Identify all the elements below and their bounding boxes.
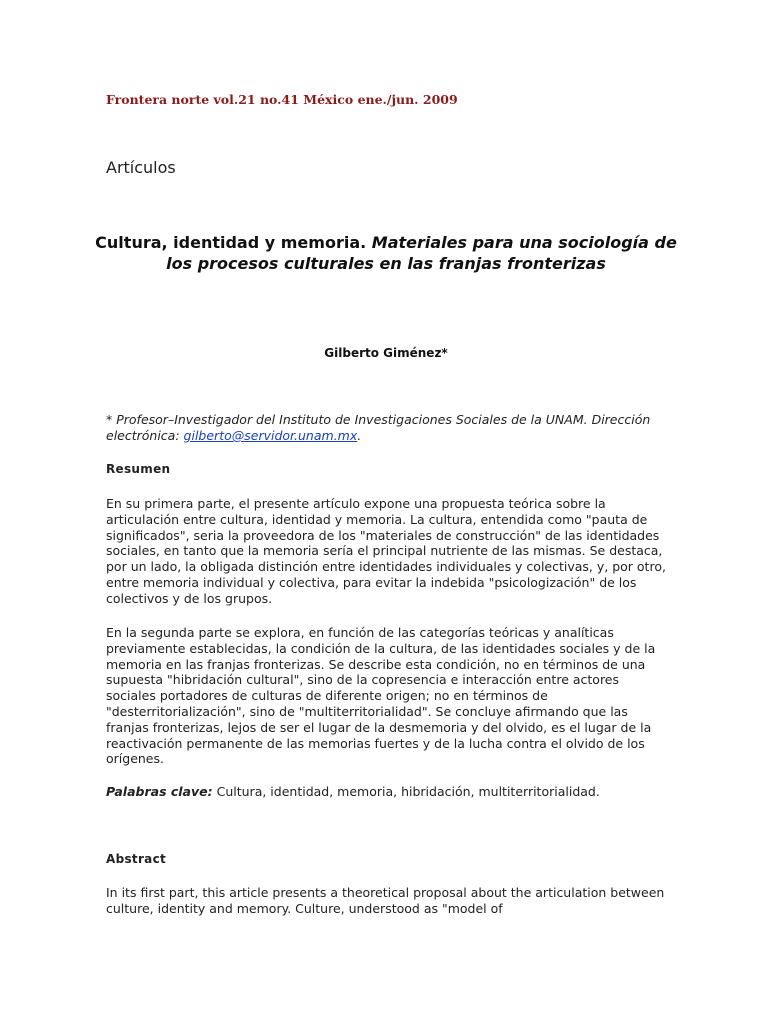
abstract-heading: Abstract — [106, 852, 167, 866]
keywords-text: Cultura, identidad, memoria, hibridación, multiterritorialidad. — [216, 784, 600, 799]
resumen-paragraph-2: En la segunda parte se explora, en función de las categorías teóricas y analíticas previamente establecidas, la condición de la cultura, de las identidades sociales y de la memoria en las franjas fronterizas. Se describe esta condición, no en términos de una supuesta "hibridación cultural", sino de la copresencia e interacción entre actores sociales portadores de culturas de diferente origen; no en términos de "desterritorialización", sino de "multiterritorialidad". Se concluye afirmando que las franjas fronterizas, lejos de ser el lugar de la desmemoria y del olvido, es el lugar de la reactivación permanente de las memorias fuertes y de la lucha contra el olvido de los orígenes. — [106, 625, 656, 767]
author-name: Gilberto Giménez* — [324, 346, 448, 360]
keywords-line — [106, 784, 666, 800]
abstract-paragraph-1: In its first part, this article presents a theoretical proposal about the articulation between culture, identity and memory. Culture, understood as "model of — [106, 885, 665, 916]
footnote-text: * Profesor–Investigador del Instituto de Investigaciones Sociales de la UNAM. Dirección electrónica: — [106, 412, 651, 443]
resumen-heading: Resumen — [106, 462, 171, 476]
article-title — [90, 232, 682, 274]
author-footnote — [106, 412, 666, 444]
keywords-label: Palabras clave: — [106, 784, 213, 799]
footnote-end: . — [357, 428, 362, 443]
author-email-link[interactable]: gilberto@servidor.unam.mx — [183, 428, 358, 443]
resumen-paragraph-1: En su primera parte, el presente artículo expone una propuesta teórica sobre la articulación entre cultura, identidad y memoria. La cultura, entendida como "pauta de significados", seria la proveedora de los "materiales de construcción" de las identidades sociales, en tanto que la memoria sería el principal nutriente de las mismas. Se destaca, por un lado, la obligada distinción entre identidades individuales y colectivas, y, por otro, entre memoria individual y colectiva, para evitar la indebida "psicologización" de los colectivos y de los grupos. — [106, 496, 666, 606]
section-label: Artículos — [106, 158, 176, 177]
journal-citation: Frontera norte vol.21 no.41 México ene./jun. 2009 — [106, 92, 458, 107]
title-subtitle: Materiales para una sociología de los procesos culturales en las franjas fronterizas — [166, 233, 677, 273]
title-main: Cultura, identidad y memoria. — [95, 233, 367, 252]
